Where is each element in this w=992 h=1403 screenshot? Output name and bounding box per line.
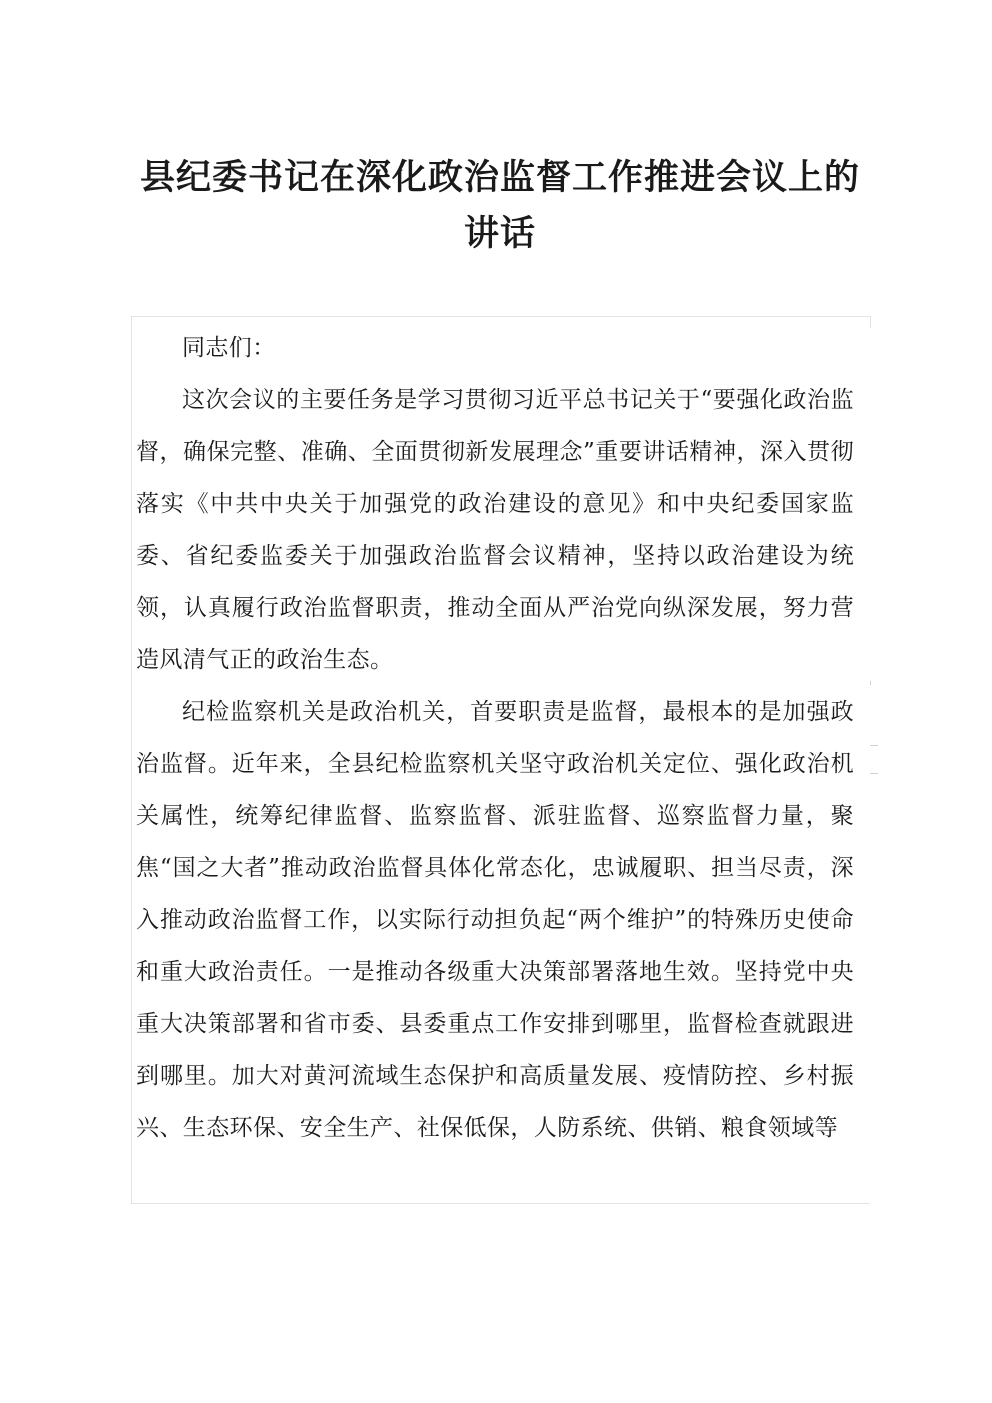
paragraph-2: 纪检监察机关是政治机关，首要职责是监督，最根本的是加强政治监督。近年来，全县纪检监察机关坚守政治机关定位、强化政治机关属性，统筹纪律监督、监察监督、派驻监督、巡察监督力量，聚焦“国之大者”推动政治监督具体化常态化，忠诚履职、担当尽责，深入推动政治监督工作，以实际行动担负起“两个维护”的特殊历史使命和重大政治责任。一是推动各级重大决策部署落地生效。坚持党中央重大决策部署和省市委、县委重点工作安排到哪里，监督检查就跟进到哪里。加大对黄河流域生态保护和高质量发展、疫情防控、乡村振兴、生态环保、安全生产、社保低保，人防系统、供销、粮食领域等 <box>136 699 854 1141</box>
frame-edge-mark <box>870 681 871 685</box>
frame-corner-mark <box>870 316 871 328</box>
document-body <box>136 322 854 1154</box>
salutation: 同志们： <box>182 335 276 361</box>
frame-edge-mark <box>870 745 878 746</box>
document-title: 县纪委书记在深化政治监督工作推进会议上的讲话 <box>139 157 860 254</box>
paragraph-1: 这次会议的主要任务是学习贯彻习近平总书记关于“要强化政治监督，确保完整、准确、全面贯彻新发展理念”重要讲话精神，深入贯彻落实《中共中央关于加强党的政治建设的意见》和中央纪委国家监委、省纪委监委关于加强政治监督会议精神，坚持以政治建设为统领，认真履行政治监督职责，推动全面从严治党向纵深发展，努力营造风清气正的政治生态。 <box>136 387 854 673</box>
frame-edge-mark <box>870 773 878 774</box>
